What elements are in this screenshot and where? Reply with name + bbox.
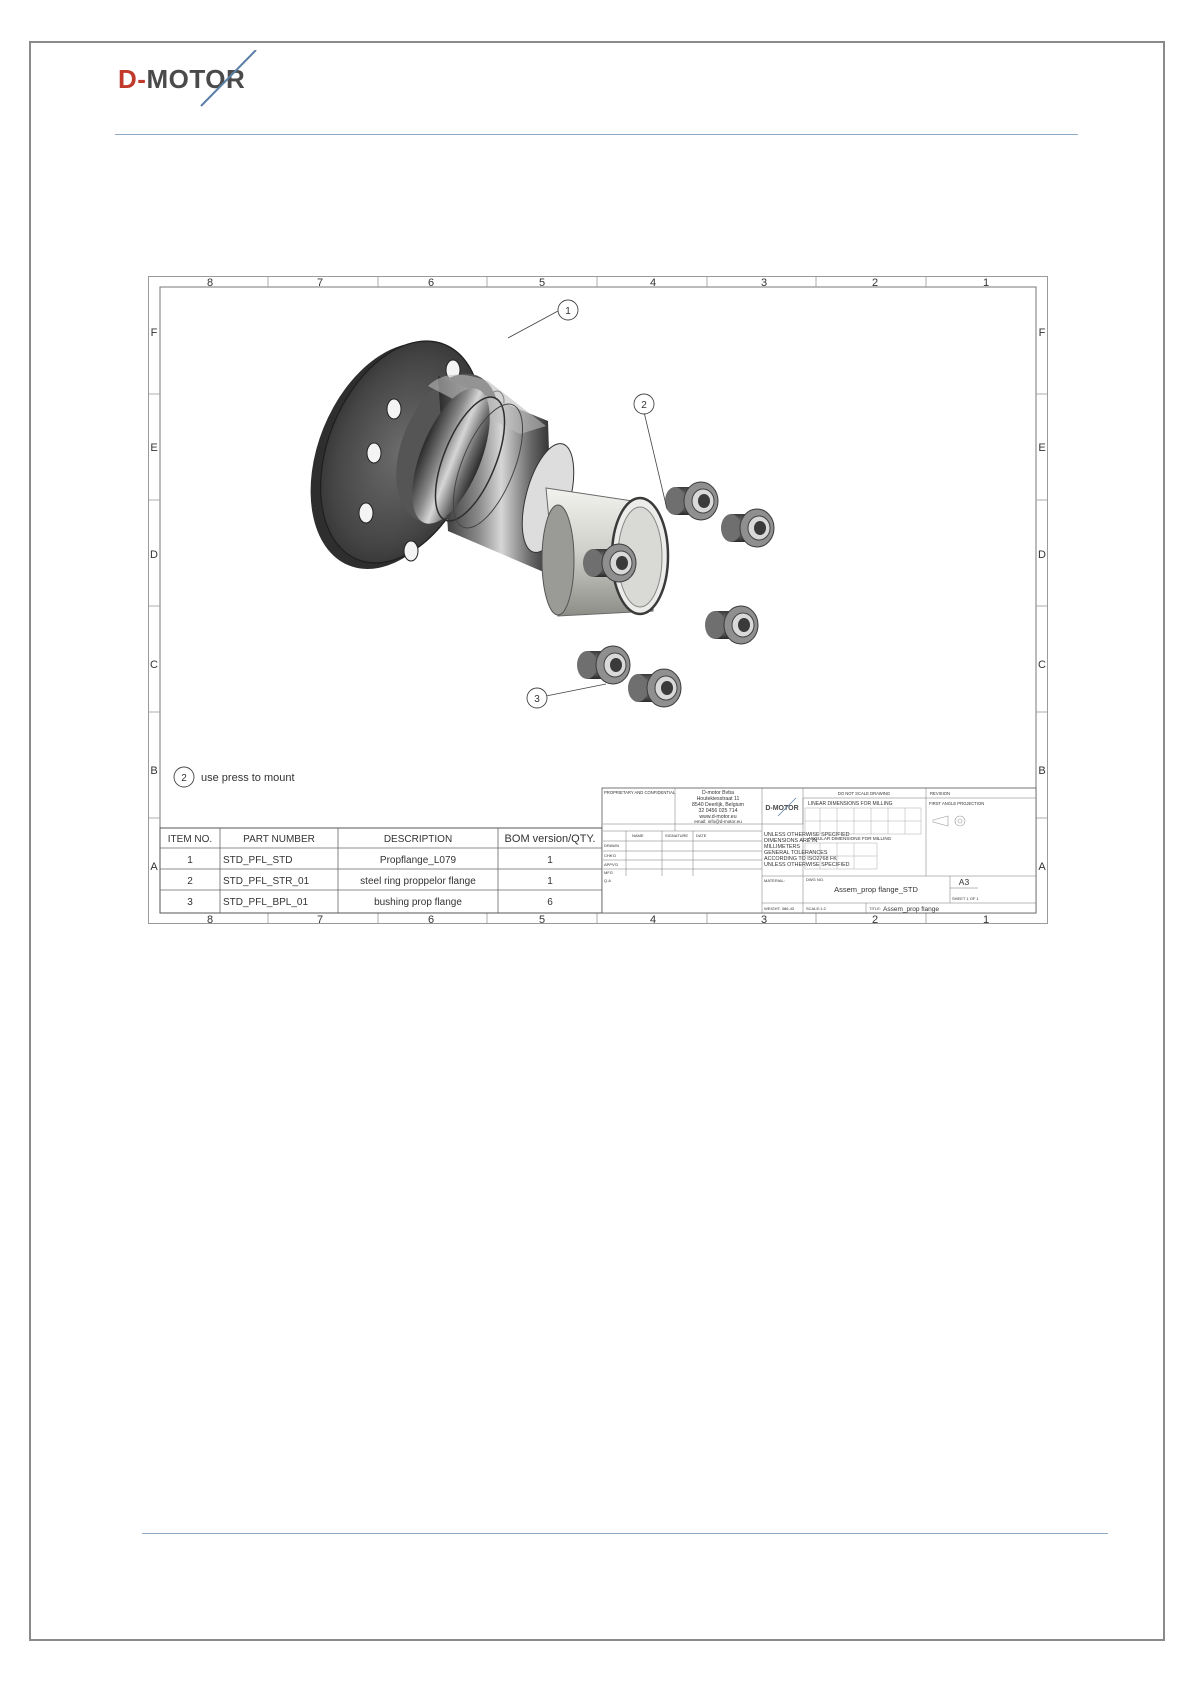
- zone-row-right: F: [1038, 327, 1046, 339]
- bom-cell: STD_PFL_STD: [223, 855, 293, 866]
- tb-sign-row: DRAWN: [604, 843, 619, 848]
- zone-col-top: 3: [760, 277, 768, 289]
- zone-col-top: 5: [538, 277, 546, 289]
- bom-header: BOM version/QTY.: [504, 833, 596, 845]
- svg-text:3: 3: [534, 694, 540, 705]
- zone-row-right: B: [1038, 765, 1046, 777]
- tb-unless-line: DIMENSIONS ARE IN: [764, 838, 818, 844]
- zone-col-bottom: 8: [206, 914, 214, 924]
- tb-proprietary: PROPRIETARY AND CONFIDENTIAL: [604, 790, 676, 795]
- tb-sign-row: MFG: [604, 870, 613, 875]
- bom-cell: 1: [187, 855, 193, 866]
- zone-col-bottom: 1: [982, 914, 990, 924]
- tb-company-line: email: info@d-motor.eu: [694, 819, 742, 824]
- tb-projection: FIRST ANGLE PROJECTION: [929, 801, 985, 806]
- d-motor-logo: [118, 50, 268, 110]
- zone-row-right: E: [1038, 442, 1046, 454]
- logo-wordmark: D-MOTOR: [118, 64, 246, 94]
- tb-weight: WEIGHT: 386.43: [764, 906, 795, 911]
- zone-col-bottom: 2: [871, 914, 879, 924]
- header-rule: [115, 134, 1078, 135]
- tb-unless-line: UNLESS OTHERWISE SPECIFIED: [764, 862, 850, 868]
- zone-col-bottom: 3: [760, 914, 768, 924]
- zone-col-top: 6: [427, 277, 435, 289]
- tb-title-label: TITLE:: [869, 906, 882, 911]
- bom-cell: 3: [187, 897, 193, 908]
- zone-row-right: A: [1038, 861, 1046, 873]
- tb-unless-line: GENERAL TOLERANCES: [764, 850, 828, 856]
- tb-sign-row: Q.A: [604, 878, 611, 883]
- note-text: use press to mount: [201, 772, 295, 784]
- tb-company-line: 8540 Deerlijk, Belgium: [692, 802, 744, 808]
- balloon-1: [558, 300, 578, 320]
- zone-col-bottom: 5: [538, 914, 546, 924]
- tb-size: A3: [958, 877, 970, 887]
- svg-text:2: 2: [641, 400, 647, 411]
- bom-cell: Propflange_L079: [379, 855, 457, 866]
- zone-row-left: D: [150, 549, 158, 561]
- technical-drawing: [148, 276, 1048, 924]
- bom-cell: 6: [547, 897, 553, 908]
- bom-header: DESCRIPTION: [383, 834, 453, 845]
- zone-col-bottom: 7: [316, 914, 324, 924]
- tb-sign-row: CHK'D: [604, 853, 617, 858]
- tb-logo: D-MOTOR: [765, 805, 799, 812]
- tb-unless-line: ACCORDING TO ISO2768 FK: [764, 856, 837, 862]
- bom-cell: 1: [547, 876, 553, 887]
- tb-dwg-no-label: DWG NO.: [806, 877, 824, 882]
- tb-revision: REVISION: [930, 791, 951, 796]
- tb-unless-line: UNLESS OTHERWISE SPECIFIED: [764, 832, 850, 838]
- balloon-3: [527, 688, 547, 708]
- title-block: [602, 788, 1036, 913]
- tb-scale: SCALE:1:2: [806, 906, 826, 911]
- tb-sign-header: NAME: [632, 833, 644, 838]
- note-balloon-number: 2: [181, 773, 187, 784]
- zone-row-right: D: [1038, 549, 1046, 561]
- tb-company-line: www.d-motor.eu: [699, 814, 737, 820]
- tb-company-line: Houtekiesstraat 11: [696, 796, 740, 802]
- footer-rule: [142, 1533, 1108, 1534]
- bom-cell: bushing prop flange: [374, 897, 462, 908]
- zone-row-left: B: [150, 765, 158, 777]
- zone-col-top: 8: [206, 277, 214, 289]
- tb-company-line: D-motor Bvba: [702, 790, 734, 796]
- tb-dwg-no: Assem_prop flange_STD: [834, 885, 918, 894]
- tb-sheet: SHEET 1 OF 1: [952, 896, 979, 901]
- zone-col-top: 4: [649, 277, 657, 289]
- svg-text:1: 1: [565, 306, 571, 317]
- bom-cell: STD_PFL_BPL_01: [223, 897, 309, 908]
- tb-angular-dims: ANGULAR DIMENSIONS FOR MILLING: [808, 836, 892, 841]
- tb-material: MATERIAL:: [764, 878, 785, 883]
- zone-col-top: 2: [871, 277, 879, 289]
- tb-sign-row: APPV'D: [604, 862, 619, 867]
- tb-unless-line: MILLIMETERS: [764, 844, 800, 850]
- zone-row-left: A: [150, 861, 158, 873]
- zone-col-top: 7: [316, 277, 324, 289]
- zone-col-bottom: 6: [427, 914, 435, 924]
- zone-row-right: C: [1038, 659, 1046, 671]
- logo-slash-icon: [118, 50, 268, 110]
- tb-do-not-scale: DO NOT SCALE DRAWING: [837, 791, 891, 796]
- bom-cell: STD_PFL_STR_01: [223, 876, 310, 887]
- tb-company-line: 32 0456 025 714: [698, 808, 738, 814]
- bom-table: [160, 828, 602, 913]
- bom-cell: 2: [187, 876, 193, 887]
- zone-col-top: 1: [982, 277, 990, 289]
- bom-header: ITEM NO.: [167, 834, 213, 845]
- tb-sign-header: SIGNATURE: [665, 833, 689, 838]
- zone-col-bottom: 4: [649, 914, 657, 924]
- tb-sign-header: DATE: [696, 833, 707, 838]
- tb-linear-dims: LINEAR DIMENSIONS FOR MILLING: [808, 801, 893, 807]
- balloon-2: [634, 394, 654, 414]
- bom-cell: steel ring proppelor flange: [360, 876, 476, 887]
- bom-cell: 1: [547, 855, 553, 866]
- zone-row-left: F: [150, 327, 158, 339]
- tb-title: Assem_prop flange: [883, 906, 940, 913]
- zone-row-left: C: [150, 659, 158, 671]
- zone-row-left: E: [150, 442, 158, 454]
- bom-header: PART NUMBER: [243, 834, 315, 845]
